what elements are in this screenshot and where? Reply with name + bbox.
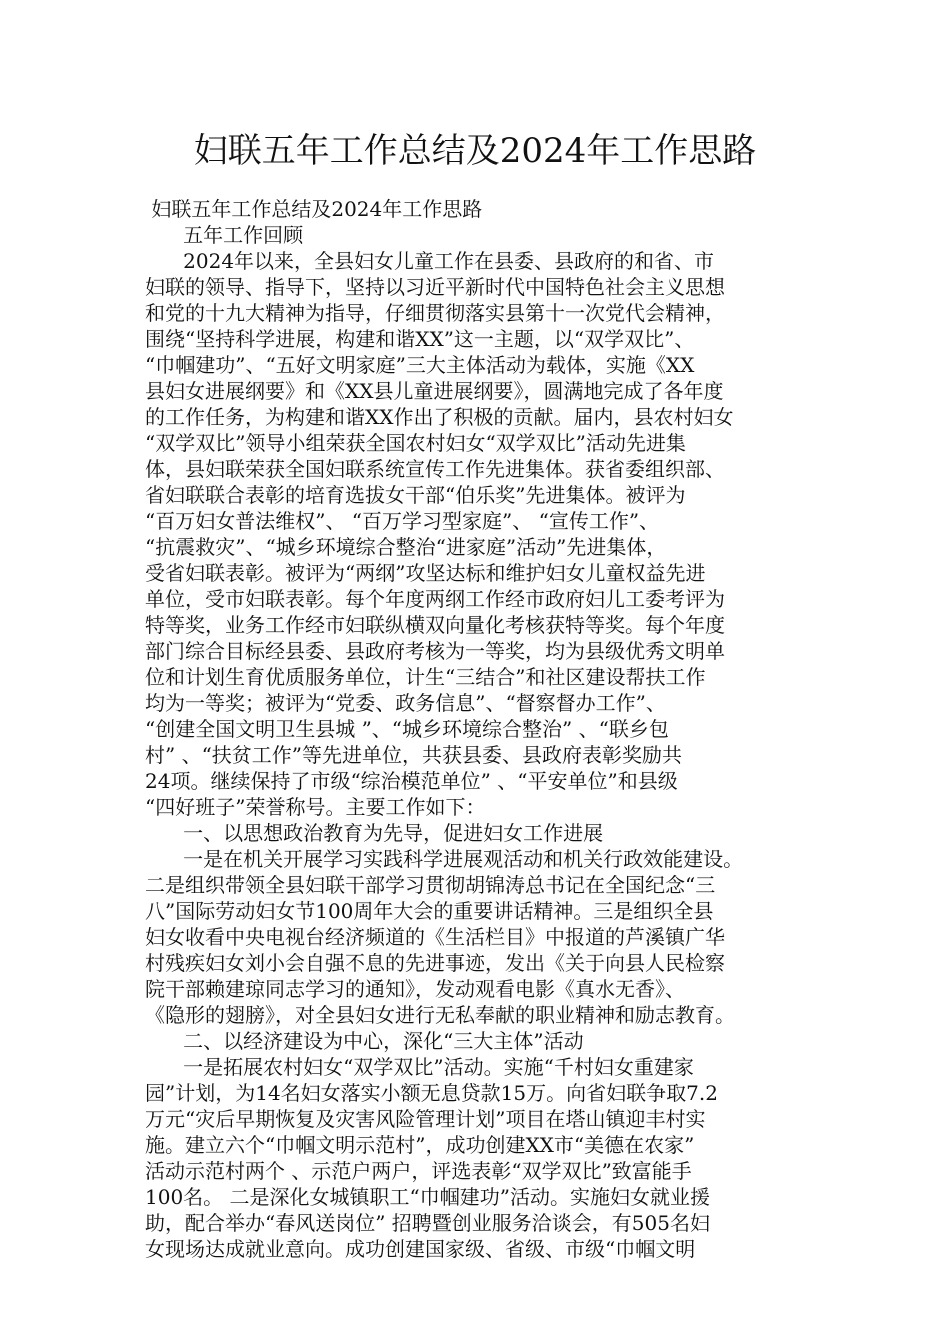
text-line: 体，县妇联荣获全国妇联系统宣传工作先进集体。获省委组织部、 [145,457,725,481]
document-body [145,196,815,1262]
text-line: “创建全国文明卫生县城 ”、“城乡环境综合整治” 、“联乡包 [145,717,669,741]
text-line: 五年工作回顾 [145,223,304,247]
text-line: “双学双比”领导小组荣获全国农村妇女“双学双比”活动先进集 [145,431,686,455]
text-line: 围绕“坚持科学进展，构建和谐XX”这一主题，以“双学双比”、 [145,327,695,351]
text-line: 妇联五年工作总结及2024年工作思路 [145,197,483,221]
text-line: 特等奖，业务工作经市妇联纵横双向量化考核获特等奖。每个年度 [145,613,725,637]
text-line: 二是组织带领全县妇联干部学习贯彻胡锦涛总书记在全国纪念“三 [145,873,716,897]
text-line: 女现场达成就业意向。成功创建国家级、省级、市级“巾帼文明 [145,1237,696,1261]
text-line: 100名。 二是深化女城镇职工“巾帼建功”活动。实施妇女就业援 [145,1185,710,1209]
text-line: 省妇联联合表彰的培育选拔女干部“伯乐奖”先进集体。被评为 [145,483,686,507]
text-line: 助，配合举办“春风送岗位” 招聘暨创业服务洽谈会，有505名妇 [145,1211,710,1235]
text-line: 一是拓展农村妇女“双学双比”活动。实施“千村妇女重建家 [145,1055,694,1079]
text-line: 妇联的领导、指导下，坚持以习近平新时代中国特色社会主义思想 [145,275,725,299]
text-line: “百万妇女普法维权”、 “百万学习型家庭”、 “宣传工作”、 [145,509,660,533]
text-line: 的工作任务，为构建和谐XX作出了积极的贡献。届内，县农村妇女 [145,405,734,429]
text-line: 八”国际劳动妇女节100周年大会的重要讲话精神。三是组织全县 [145,899,714,923]
text-line: 位和计划生育优质服务单位，计生“三结合”和社区建设帮扶工作 [145,665,706,689]
text-line: 活动示范村两个 、示范户两户，评选表彰“双学双比”致富能手 [145,1159,692,1183]
text-line: 一是在机关开展学习实践科学进展观活动和机关行政效能建设。 [145,847,744,871]
text-line: 一、以思想政治教育为先导，促进妇女工作进展 [145,821,604,845]
text-line: 《隐形的翅膀》，对全县妇女进行无私奉献的职业精神和励志教育。 [145,1003,735,1027]
text-line: 县妇女进展纲要》和《XX县儿童进展纲要》，圆满地完成了各年度 [145,379,724,403]
text-line: 二、以经济建设为中心，深化“三大主体”活动 [145,1029,584,1053]
text-line: 受省妇联表彰。被评为“两纲”攻坚达标和维护妇女儿童权益先进 [145,561,706,585]
text-line: “抗震救灾”、“城乡环境综合整治“进家庭”活动”先进集体， [145,535,667,559]
text-line: 村残疾妇女刘小会自强不息的先进事迹，发出《关于向县人民检察 [145,951,725,975]
text-line: 园”计划，为14名妇女落实小额无息贷款15万。向省妇联争取7.2 [145,1081,718,1105]
text-line: 万元“灾后早期恢复及灾害风险管理计划”项目在塔山镇迎丰村实 [145,1107,706,1131]
text-line: “巾帼建功”、“五好文明家庭”三大主体活动为载体，实施《XX [145,353,695,377]
text-line: 施。建立六个“巾帼文明示范村”，成功创建XX市“美德在农家” [145,1133,695,1157]
text-line: 和党的十九大精神为指导，仔细贯彻落实县第十一次党代会精神， [145,301,725,325]
text-line: 村” 、“扶贫工作”等先进单位，共获县委、县政府表彰奖励共 [145,743,683,767]
text-line: 部门综合目标经县委、县政府考核为一等奖，均为县级优秀文明单 [145,639,725,663]
text-line: 24项。继续保持了市级“综治模范单位” 、“平安单位”和县级 [145,769,678,793]
text-line: 妇女收看中央电视台经济频道的《生活栏目》中报道的芦溪镇广华 [145,925,725,949]
text-line: 院干部赖建琼同志学习的通知》，发动观看电影《真水无香》、 [145,977,685,1001]
text-line: 单位，受市妇联表彰。每个年度两纲工作经市政府妇儿工委考评为 [145,587,725,611]
text-line: 均为一等奖；被评为“党委、政务信息”、“督察督办工作”、 [145,691,666,715]
text-line: 2024年以来，全县妇女儿童工作在县委、县政府的和省、市 [145,249,715,273]
document-title: 妇联五年工作总结及2024年工作思路 [193,131,757,171]
text-line: “四好班子”荣誉称号。主要工作如下： [145,795,486,819]
